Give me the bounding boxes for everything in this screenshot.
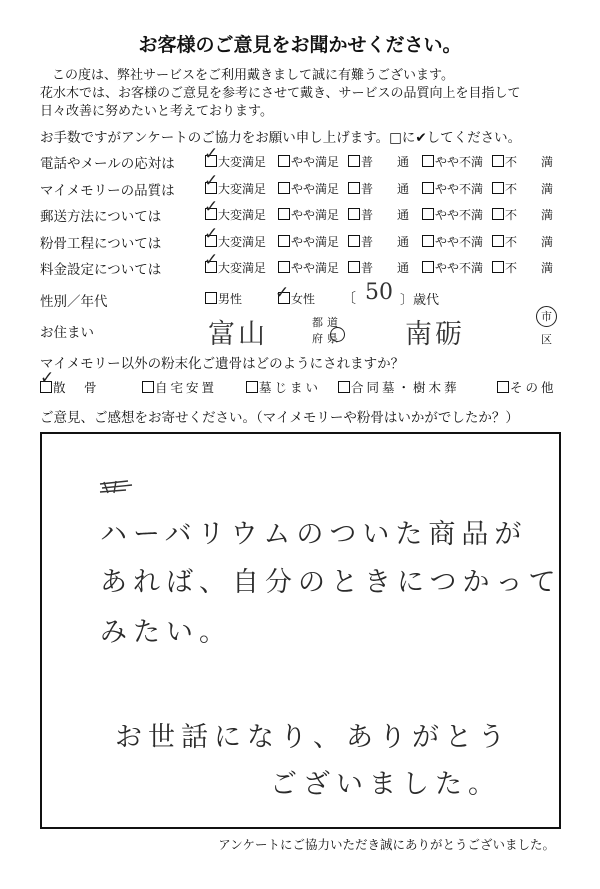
rating-option[interactable]: 大変満足	[205, 259, 266, 276]
rating-checkbox[interactable]	[348, 182, 360, 194]
rating-option[interactable]: 普 通	[348, 180, 409, 197]
intro-line-2: 花水木では、お客様のご意見を参考にさせて戴き、サービスの品質向上を目指して	[40, 86, 521, 101]
survey-title: お客様のご意見をお聞かせください。	[138, 34, 462, 56]
rating-check-mark: ✓	[204, 144, 219, 164]
rating-checkbox[interactable]	[422, 208, 434, 220]
gender-female-option[interactable]: 女性	[278, 290, 315, 307]
rating-option[interactable]: やや満足	[278, 259, 339, 276]
footer-thanks: アンケートにご協力いただき誠にありがとうございました。	[218, 837, 555, 852]
comment-line-3: みたい。	[100, 617, 232, 648]
comment-line-5: ございました。	[270, 769, 501, 800]
rating-checkbox[interactable]	[348, 208, 360, 220]
rating-option[interactable]: 不 満	[492, 259, 553, 276]
question-label: 電話やメールの応対は	[40, 156, 175, 172]
age-close-label: 〕歳代	[400, 293, 440, 308]
question-label: 料金設定については	[40, 262, 162, 278]
rating-checkbox[interactable]	[348, 235, 360, 247]
age-open-bracket: 〔	[342, 291, 356, 307]
remains-option[interactable]: 墓じまい	[246, 378, 321, 396]
remains-option[interactable]: 自宅安置	[142, 378, 217, 396]
rating-option[interactable]: 大変満足	[205, 206, 266, 223]
rating-option[interactable]: 不 満	[492, 233, 553, 250]
rating-checkbox[interactable]	[492, 155, 504, 167]
gender-female-check-mark: ✓	[275, 283, 290, 303]
remains-checkbox[interactable]	[497, 381, 509, 393]
survey-instruction: お手数ですがアンケートのご協力をお願い申し上げます。□に✔してください。	[40, 130, 522, 146]
rating-option[interactable]: やや満足	[278, 233, 339, 250]
remains-checkbox[interactable]	[246, 381, 258, 393]
gender-male-option[interactable]: 男性	[205, 290, 242, 307]
question-label: 郵送方法については	[40, 209, 162, 225]
rating-check-mark: ✓	[204, 250, 219, 270]
rating-checkbox[interactable]	[422, 155, 434, 167]
rating-option[interactable]: 大変満足	[205, 233, 266, 250]
rating-checkbox[interactable]	[492, 235, 504, 247]
rating-option[interactable]: 不 満	[492, 153, 553, 170]
remains-check-mark: ✓	[40, 368, 55, 388]
rating-option[interactable]: やや満足	[278, 206, 339, 223]
question-label: マイメモリーの品質は	[40, 182, 175, 199]
remains-option[interactable]: 合同墓・樹木葬	[338, 378, 460, 396]
rating-option[interactable]: 大変満足	[205, 180, 266, 197]
rating-check-mark: ✓	[204, 197, 219, 217]
comment-prompt: ご意見、ご感想をお寄せください。（マイメモリーや粉骨はいかがでしたか？）	[40, 410, 519, 426]
comment-line-2: あれば、自分のときにつかって	[100, 567, 562, 598]
rating-checkbox[interactable]	[278, 182, 290, 194]
rating-checkbox[interactable]	[492, 261, 504, 273]
rating-option[interactable]: 普 通	[348, 206, 409, 223]
comment-line-1: ハーバリウムのついた商品が	[100, 519, 528, 550]
rating-checkbox[interactable]	[492, 208, 504, 220]
remains-checkbox[interactable]	[338, 381, 350, 393]
city-suffix-bottom: 区	[541, 333, 552, 346]
rating-checkbox[interactable]	[348, 261, 360, 273]
rating-option[interactable]: 普 通	[348, 153, 409, 170]
rating-option[interactable]: やや満足	[278, 180, 339, 197]
rating-option[interactable]: やや不満	[422, 233, 483, 250]
intro-line-3: 日々改善に努めたいと考えております。	[40, 104, 273, 119]
rating-checkbox[interactable]	[278, 155, 290, 167]
rating-check-mark: ✓	[204, 223, 219, 244]
question-label: 粉骨工程については	[40, 235, 162, 252]
gender-male-checkbox[interactable]	[205, 292, 217, 304]
rating-option[interactable]: やや不満	[422, 180, 483, 197]
rating-option[interactable]: 大変満足	[205, 153, 266, 170]
remains-question: マイメモリー以外の粉末化ご遺骨はどのようにされますか？	[40, 356, 405, 372]
prefecture-suffix-top: 都道	[312, 316, 342, 329]
prefecture-circle-mark	[330, 327, 345, 342]
scribble-mark	[98, 478, 134, 496]
rating-check-mark: ✓	[204, 170, 219, 191]
rating-checkbox[interactable]	[422, 182, 434, 194]
rating-option[interactable]: やや不満	[422, 153, 483, 170]
address-label: お住まい	[40, 325, 94, 341]
rating-option[interactable]: やや満足	[278, 153, 339, 170]
rating-option[interactable]: 不 満	[492, 180, 553, 197]
city-value: 南砺	[405, 319, 465, 350]
rating-option[interactable]: 不 満	[492, 206, 553, 223]
rating-option[interactable]: やや不満	[422, 259, 483, 276]
gender-age-label: 性別／年代	[40, 294, 108, 310]
remains-option[interactable]: 散 骨	[40, 378, 100, 396]
remains-checkbox[interactable]	[142, 381, 154, 393]
prefecture-suffix-bottom: 府県	[312, 332, 342, 345]
rating-option[interactable]: やや不満	[422, 206, 483, 223]
age-value: 50	[365, 280, 393, 305]
rating-option[interactable]: 普 通	[348, 233, 409, 250]
prefecture-value: 富山	[208, 319, 268, 350]
rating-option[interactable]: 普 通	[348, 259, 409, 276]
rating-checkbox[interactable]	[278, 261, 290, 273]
rating-checkbox[interactable]	[278, 208, 290, 220]
remains-option[interactable]: その他	[497, 378, 557, 396]
rating-checkbox[interactable]	[422, 261, 434, 273]
rating-checkbox[interactable]	[422, 235, 434, 247]
city-suffix-top: 市	[541, 310, 552, 323]
rating-checkbox[interactable]	[492, 182, 504, 194]
rating-checkbox[interactable]	[348, 155, 360, 167]
intro-line-1: この度は、弊社サービスをご利用戴きまして誠に有難うございます。	[52, 68, 454, 83]
comment-line-4: お世話になり、ありがとう	[115, 722, 511, 753]
rating-checkbox[interactable]	[278, 235, 290, 247]
